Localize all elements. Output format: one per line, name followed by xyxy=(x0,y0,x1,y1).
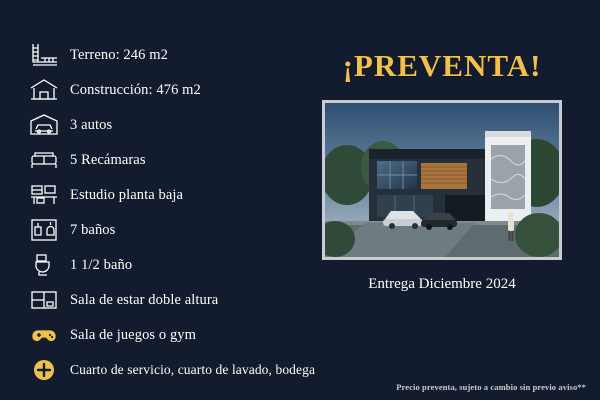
list-item-label: Terreno: 246 m2 xyxy=(70,46,168,63)
plus-circle-icon xyxy=(24,355,64,385)
list-item-label: Estudio planta baja xyxy=(70,186,184,203)
land-plot-icon xyxy=(24,40,64,70)
list-item-label: Cuarto de servicio, cuarto de lavado, bodega xyxy=(70,362,316,377)
list-item xyxy=(24,318,354,352)
property-render-image xyxy=(322,100,562,260)
double-height-room-icon xyxy=(24,285,64,315)
gym-game-icon xyxy=(24,320,64,350)
list-item-label: 7 baños xyxy=(70,221,116,238)
delivery-date-label: Entrega Diciembre 2024 xyxy=(368,276,516,292)
garage-car-icon xyxy=(24,110,64,140)
list-item-label: Sala de estar doble altura xyxy=(70,291,219,308)
page-title: ¡PREVENTA! xyxy=(342,48,542,83)
list-item-label: 5 Recámaras xyxy=(70,151,146,168)
disclaimer-text: Precio preventa, sujeto a cambio sin previo aviso** xyxy=(396,382,586,392)
list-item xyxy=(24,353,354,387)
bathroom-icon xyxy=(24,215,64,245)
list-item-label: 3 autos xyxy=(70,116,113,133)
bed-icon xyxy=(24,145,64,175)
list-item-label: Construcción: 476 m2 xyxy=(70,81,201,98)
desk-study-icon xyxy=(24,180,64,210)
toilet-icon xyxy=(24,250,64,280)
list-item-label: 1 1/2 baño xyxy=(70,256,133,273)
right-column xyxy=(300,30,584,293)
list-item-label: Sala de juegos o gym xyxy=(70,326,197,343)
house-frame-icon xyxy=(24,75,64,105)
